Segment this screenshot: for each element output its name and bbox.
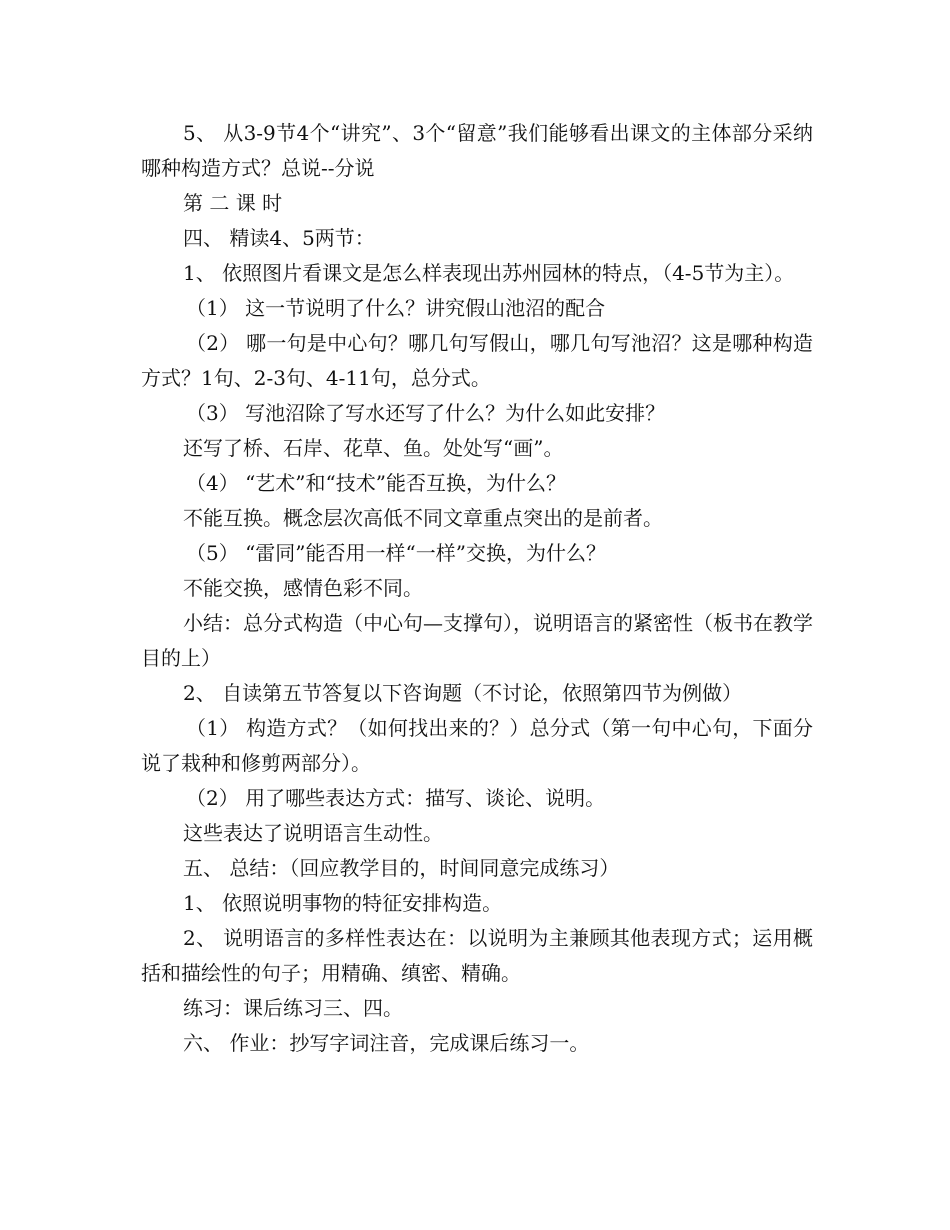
paragraph-answer-4: 不能互换。概念层次高低不同文章重点突出的是前者。 bbox=[183, 506, 663, 530]
paragraph-section-5-heading: 五、 总结：（回应教学目的，时间同意完成练习） bbox=[183, 856, 620, 880]
paragraph-item-2-sub-2: （2） 用了哪些表达方式：描写、谈论、说明。 bbox=[186, 786, 606, 810]
paragraph-item-2-sub-1: （1） 构造方式？（如何找出来的？）总分式（第一句中心句，下面分说了栽种和修剪两部分）。 bbox=[141, 716, 813, 775]
paragraph-summary: 小结：总分式构造（中心句—支撑句），说明语言的紧密性（板书在教学目的上） bbox=[141, 611, 813, 670]
paragraph-answer-3: 还写了桥、石岸、花草、鱼。处处写“画”。 bbox=[183, 436, 564, 460]
paragraph-item-2-answer: 这些表达了说明语言生动性。 bbox=[183, 821, 443, 845]
paragraph-conclusion-1: 1、 依照说明事物的特征安排构造。 bbox=[183, 891, 503, 915]
paragraph-sub-item-1: （1） 这一节说明了什么？讲究假山池沼的配合 bbox=[186, 296, 606, 320]
document-body bbox=[141, 116, 813, 1061]
paragraph-conclusion-2: 2、 说明语言的多样性表达在：以说明为主兼顾其他表现方式；运用概括和描绘性的句子；用精确、缜密、精确。 bbox=[141, 926, 813, 985]
paragraph-second-lesson-heading: 第 二 课 时 bbox=[183, 191, 283, 215]
paragraph-sub-item-5: （5） “雷同”能否用一样“一样”交换，为什么？ bbox=[186, 541, 606, 565]
paragraph-answer-5: 不能交换，感情色彩不同。 bbox=[183, 576, 423, 600]
paragraph-sub-item-3: （3） 写池沼除了写水还写了什么？为什么如此安排？ bbox=[186, 401, 666, 425]
paragraph-sub-item-2: （2） 哪一句是中心句？哪几句写假山，哪几句写池沼？这是哪种构造方式？1句、2-3句、4-11句，总分式。 bbox=[141, 331, 813, 390]
paragraph-item-1: 1、 依照图片看课文是怎么样表现出苏州园林的特点，（4-5节为主）。 bbox=[183, 261, 795, 285]
paragraph-section-5-question: 5、 从3-9节4个“讲究”、3个“留意”我们能够看出课文的主体部分采纳哪种构造方式？总说--分说 bbox=[141, 121, 813, 180]
paragraph-item-2: 2、 自读第五节答复以下咨询题（不讨论，依照第四节为例做） bbox=[183, 681, 743, 705]
paragraph-homework: 六、 作业：抄写字词注音，完成课后练习一。 bbox=[183, 1031, 590, 1055]
paragraph-section-4-heading: 四、 精读4、5两节： bbox=[183, 226, 375, 250]
paragraph-sub-item-4: （4） “艺术”和“技术”能否互换，为什么？ bbox=[186, 471, 566, 495]
paragraph-exercise: 练习：课后练习三、四。 bbox=[183, 996, 403, 1020]
